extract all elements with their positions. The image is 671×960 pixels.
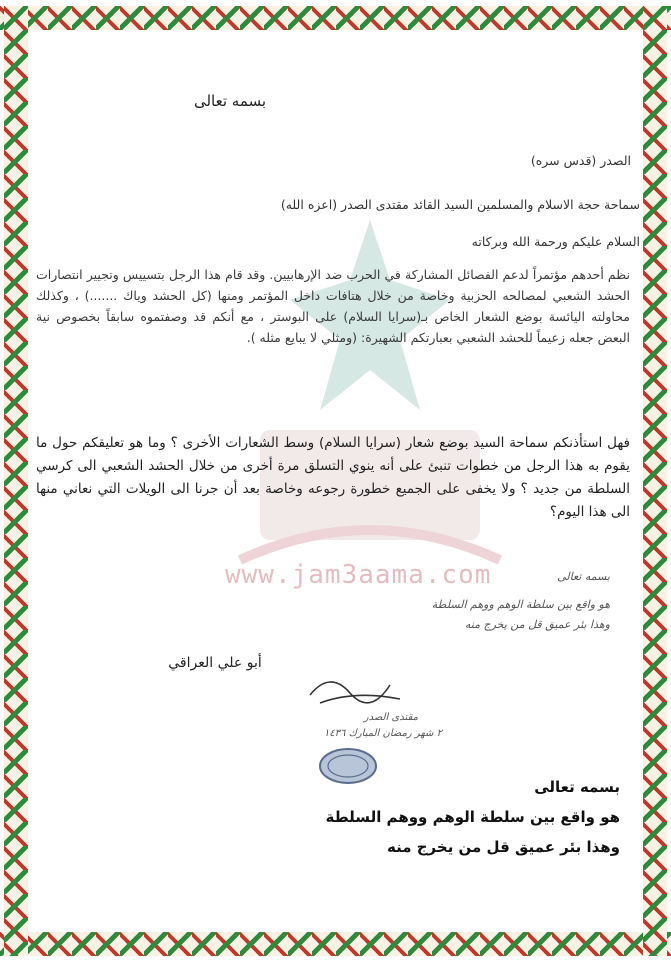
handwritten-date: ٢ شهر رمضان المبارك ١٤٣٦ (323, 728, 442, 739)
letter-paragraph-2: فهل استأذنكم سماحة السيد بوضع شعار (سرايا السلام) وسط الشعارات الأخرى ؟ وما هو تعليقكم حول ما يقوم به هذا الرجل من خطوات تنبئ على أنه ينوي التسلق مرة أخرى من خلال الحشد الشعبي الى كرسي السلطة من جديد ؟ ولا يخفى على الجميع خطورة رجوعه وخاصة بعد أن جرنا الى الويلات التي نعاني منها الى هذا اليوم؟ (36, 435, 630, 520)
border-right (643, 6, 667, 956)
watermark-emblem (200, 200, 540, 620)
signer-name: أبو علي العراقي (168, 655, 262, 671)
border-bottom (0, 932, 671, 956)
border-left (4, 6, 28, 956)
handwritten-signature-name: مقتدى الصدر (363, 712, 418, 723)
title-line: سماحة حجة الاسلام والمسلمين السيد القائد مقتدى الصدر (اعزه الله) (280, 197, 640, 212)
signature-scribble (300, 665, 410, 710)
handwritten-line-1: بسمه تعالى (557, 570, 610, 583)
handwritten-line-3: وهذا بئر عميق قل من يخرج منه (464, 618, 610, 631)
handwritten-line-2: هو واقع بين سلطة الوهم ووهم السلطة (431, 598, 610, 611)
seal-stamp (318, 747, 378, 785)
watermark-url: www.jam3aama.com (225, 560, 492, 590)
transcription-line-1: بسمه تعالى (534, 778, 620, 796)
transcription-line-3: وهذا بئر عميق قل من يخرج منه (387, 838, 620, 856)
transcription-line-2: هو واقع بين سلطة الوهم ووهم السلطة (325, 808, 620, 826)
addressee-line: الصدر (قدس سره) (530, 153, 631, 168)
greeting-line: السلام عليكم ورحمة الله وبركاته (471, 234, 640, 249)
letter-paragraph-1: نظم أحدهم مؤتمراً لدعم الفصائل المشاركة في الحرب ضد الإرهابيين. وقد قام هذا الرجل بتسييس وتجيير انتصارات الحشد الشعبي لمصالحه الحزبية وخاصة من خلال هتافات داخل المؤتمر ومنها (كل الحشد وياك .......) ، وكذلك محاولته اليائسة بوضع الشعار الخاص بـ(سرايا السلام) على البوستر ، مع أنكم قد وصفتموه سابقاً بخصوص نية البعض جعله زعيماً للحشد الشعبي بعبارتكم الشهيرة: (ومثلي لا يبايع مثله ). (36, 267, 630, 345)
border-top (0, 6, 671, 30)
letter-heading: بسمه تعالى (193, 92, 267, 110)
